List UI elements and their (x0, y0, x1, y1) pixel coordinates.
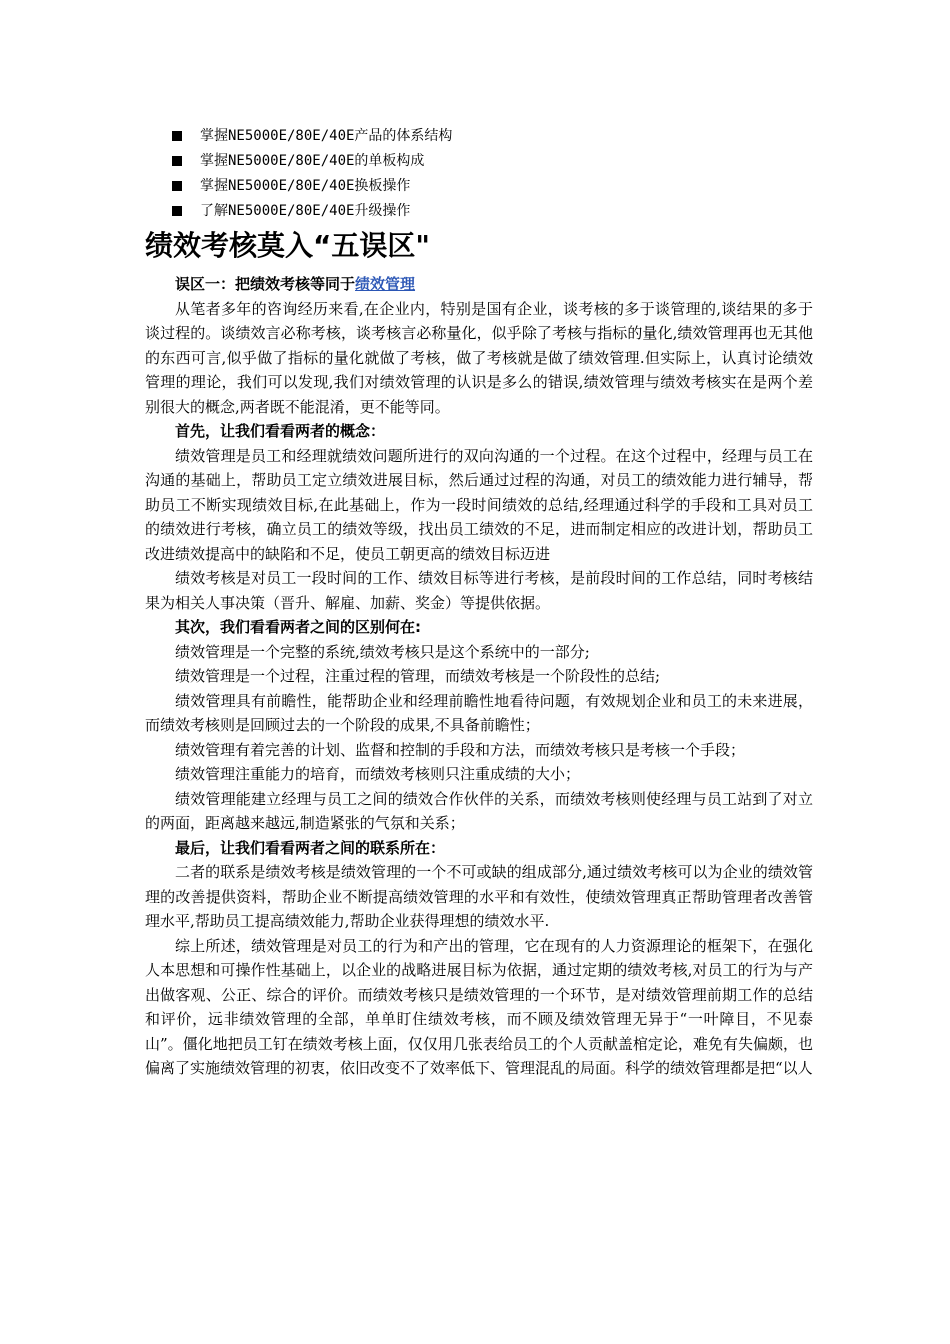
subheading-connections: 最后，让我们看看两者之间的联系所在： (175, 838, 446, 857)
objective-text: 掌握NE5000E/80E/40E的单板构成 (200, 153, 425, 169)
paragraph: 综上所述，绩效管理是对员工的行为和产出的管理，它在现有的人力资源理论的框架下，在强化人本思想和可操作性基础上，以企业的战略进展目标为依据，通过定期的绩效考核,对员工的行为与产出做客观、公正、综合的评价。而绩效考核只是绩效管理的一个环节，是对绩效管理前期工作的总结和评价，远非绩效管理的全部，单单盯住绩效考核，而不顾及绩效管理无异于“一叶障目，不见泰山”。僵化地把员工钉在绩效考核上面，仅仅用几张表给员工的个人贡献盖棺定论，难免有失偏颇，也偏离了实施绩效管理的初衷，依旧改变不了效率低下、管理混乱的局面。科学的绩效管理都是把“以人 (145, 936, 813, 1077)
objective-text: 了解NE5000E/80E/40E升级操作 (200, 203, 411, 219)
objective-item (172, 149, 452, 174)
objective-item (172, 124, 452, 149)
objective-item (172, 174, 452, 199)
article-title: 绩效考核莫入“五误区" (145, 229, 430, 262)
objectives-list (172, 124, 452, 224)
paragraph: 绩效考核是对员工一段时间的工作、绩效目标等进行考核，是前段时间的工作总结，同时考核结果为相关人事决策（晋升、解雇、加薪、奖金）等提供依据。 (145, 569, 813, 612)
paragraph: 绩效管理是员工和经理就绩效问题所进行的双向沟通的一个过程。在这个过程中，经理与员工在沟通的基础上，帮助员工定立绩效进展目标，然后通过过程的沟通，对员工的绩效能力进行辅导，帮助员工不断实现绩效目标,在此基础上，作为一段时间绩效的总结,经理通过科学的手段和工具对员工的绩效进行考核，确立员工的绩效等级，找出员工绩效的不足，进而制定相应的改进计划，帮助员工改进绩效提高中的缺陷和不足，使员工朝更高的绩效目标迈进 (145, 446, 813, 563)
heading-text: 误区一：把绩效考核等同于 (175, 275, 356, 293)
objective-item (172, 199, 452, 224)
paragraph: 绩效管理注重能力的培育，而绩效考核则只注重成绩的大小； (175, 765, 581, 783)
square-bullet-icon (172, 131, 182, 141)
section-heading-misconception-1 (145, 272, 813, 297)
paragraph: 二者的联系是绩效考核是绩效管理的一个不可或缺的组成部分,通过绩效考核可以为企业的绩效管理的改善提供资料，帮助企业不断提高绩效管理的水平和有效性，使绩效管理真正帮助管理者改善管理水平,帮助员工提高绩效能力,帮助企业获得理想的绩效水平. (145, 863, 813, 930)
paragraph: 绩效管理有着完善的计划、监督和控制的手段和方法，而绩效考核只是考核一个手段； (175, 740, 746, 759)
paragraph: 绩效管理是一个完整的系统,绩效考核只是这个系统中的一部分; (175, 642, 590, 661)
paragraph: 从笔者多年的咨询经历来看,在企业内，特别是国有企业，谈考核的多于谈管理的,谈结果的多于谈过程的。谈绩效言必称考核，谈考核言必称量化，似乎除了考核与指标的量化,绩效管理再也无其他的东西可言,似乎做了指标的量化就做了考核，做了考核就是做了绩效管理.但实际上，认真讨论绩效管理的理论，我们可以发现,我们对绩效管理的认识是多么的错误,绩效管理与绩效考核实在是两个差别很大的概念,两者既不能混淆，更不能等同。 (145, 299, 813, 416)
square-bullet-icon (172, 181, 182, 191)
objective-text: 掌握NE5000E/80E/40E产品的体系结构 (200, 128, 453, 144)
article-body (145, 272, 813, 1081)
square-bullet-icon (172, 206, 182, 216)
square-bullet-icon (172, 156, 182, 166)
paragraph: 绩效管理具有前瞻性，能帮助企业和经理前瞻性地看待问题，有效规划企业和员工的未来进展，而绩效考核则是回顾过去的一个阶段的成果,不具备前瞻性； (145, 691, 813, 734)
subheading-differences: 其次，我们看看两者之间的区别何在: (175, 618, 422, 636)
paragraph: 绩效管理能建立经理与员工之间的绩效合作伙伴的关系，而绩效考核则使经理与员工站到了对立的两面，距离越来越远,制造紧张的气氛和关系； (145, 789, 813, 832)
paragraph: 绩效管理是一个过程，注重过程的管理，而绩效考核是一个阶段性的总结; (175, 667, 661, 685)
objective-text: 掌握NE5000E/80E/40E换板操作 (200, 178, 411, 194)
subheading-concepts: 首先，让我们看看两者的概念： (175, 422, 386, 440)
performance-management-link[interactable]: 绩效管理 (355, 275, 416, 293)
